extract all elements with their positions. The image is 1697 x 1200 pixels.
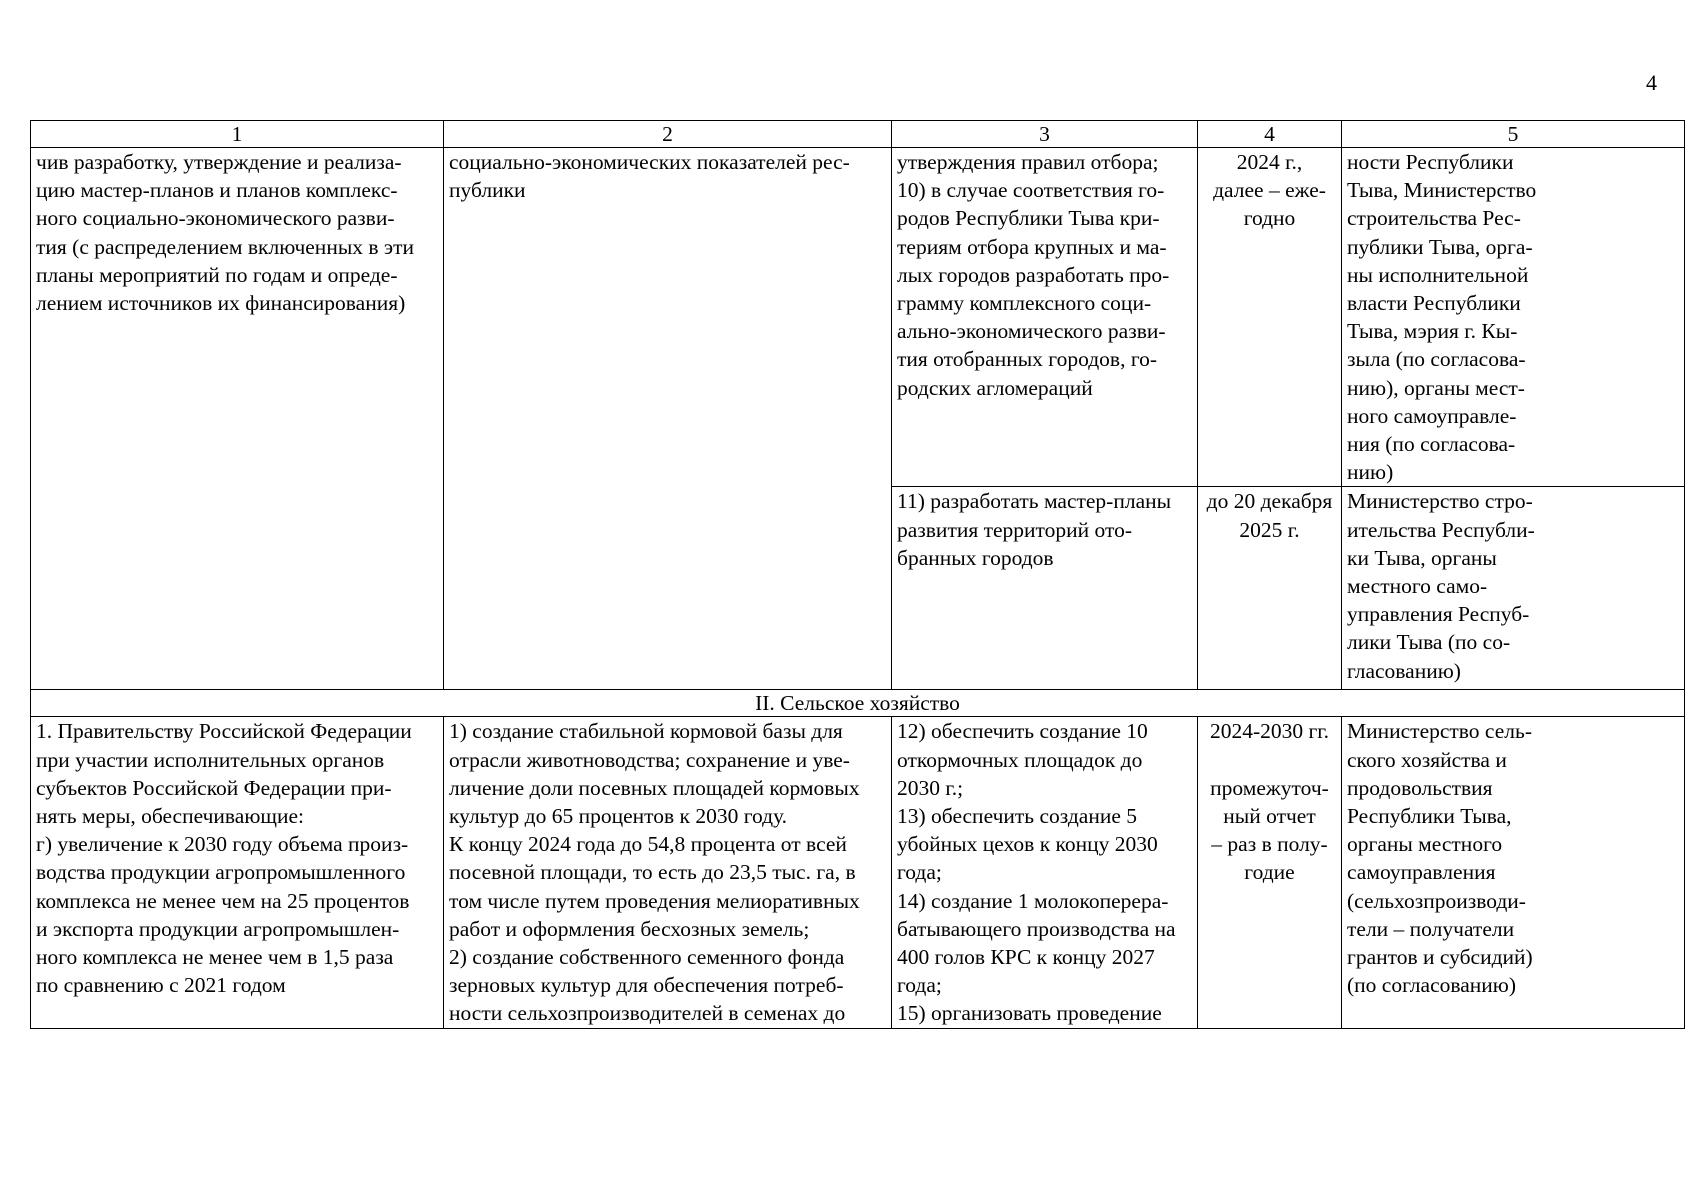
row2-action-text: 11) разработать мастер-планы развития территорий ото- бранных городов [897,489,1172,570]
row3-responsible-cell [1342,717,1685,1028]
column-header-5: 5 [1342,121,1685,148]
row2-responsible-text: Министерство стро- ительства Республи- ки Тыва, органы местного само- управления Респуб- лики Тыва (по со- гласованию) [1347,489,1535,683]
row1-responsible-cell [1342,148,1685,487]
row3-measure-cell [31,717,444,1028]
table-row [31,717,1685,1028]
row3-action-text: 12) обеспечить создание 10 откормочных площадок до 2030 г.; 13) обеспечить создание 5 убойных цехов к концу 2030 года; 14) создание 1 молокоперера- батывающего производства на 400 голов КРС к концу 2027 года; 15) организовать проведение [897,719,1176,1026]
column-header-2: 2 [444,121,892,148]
column-header-1: 1 [31,121,444,148]
row2-responsible-cell [1342,487,1685,690]
row3-responsible-text: Министерство сель- ского хозяйства и продовольствия Республики Тыва, органы местного самоуправления (сельхозпроизводи- тели – получатели грантов и субсидий) (по согласованию) [1347,719,1533,998]
column-header-4: 4 [1198,121,1342,148]
row1-action-text: утверждения правил отбора; 10) в случае соответствия го- родов Республики Тыва кри- териям отбора крупных и ма- лых городов разработать про- грамму комплексного соци- ально-экономического разви- тия отобранных городов, го- родских агломераций [897,150,1170,400]
row3-deadline-text: 2024-2030 гг. промежуточ- ный отчет – раз в полу- годие [1209,719,1330,885]
document-table [30,120,1685,1029]
page-number: 4 [1646,70,1657,95]
section-title: II. Сельское хозяйство [31,690,1685,717]
row1-measure-cell [31,148,444,690]
row3-action-cell [892,717,1198,1028]
row1-responsible-text: ности Республики Тыва, Министерство строительства Рес- публики Тыва, орга- ны исполнительной власти Республики Тыва, мэрия г. Кы- зыла (по согласова- нию), органы мест- ного самоуправле- ния (по согласова- нию) [1347,150,1537,485]
row3-measure-text: 1. Правительству Российской Федерации при участии исполнительных органов субъектов Российской Федерации при- нять меры, обеспечивающие: г) увеличение к 2030 году объема произ- водства продукции агропромышленного комплекса не менее чем на 25 процентов и экспорта продукции агропромышлен- ного комплекса не менее чем в 1,5 раза по сравнению с 2021 годом [36,719,412,998]
row3-indicator-text: 1) создание стабильной кормовой базы для отрасли животноводства; сохранение и уве- личение доли посевных площадей кормовых культур до 65 процентов к 2030 году. К концу 2024 года до 54,8 процента от всей посевной площади, то есть до 23,5 тыс. га, в том числе путем проведения мелиоративных работ и оформления бесхозных земель; 2) создание собственного семенного фонда зерновых культур для обеспечения потреб- ности сельхозпроизводителей в семенах до [449,719,860,1026]
row2-action-cell [892,487,1198,690]
column-header-3: 3 [892,121,1198,148]
row3-indicator-cell [444,717,892,1028]
row1-indicator-cell [444,148,892,690]
row1-deadline-text: 2024 г., далее – еже- годно [1213,150,1326,231]
section-row [31,690,1685,717]
row1-action-cell [892,148,1198,487]
row3-deadline-cell [1198,717,1342,1028]
table-row [31,148,1685,487]
row2-deadline-cell [1198,487,1342,690]
row1-indicator-text: социально-экономических показателей рес- публики [449,150,850,203]
row2-deadline-text: до 20 декабря 2025 г. [1206,489,1333,542]
row1-measure-text: чив разработку, утверждение и реализа- цию мастер-планов и планов комплекс- ного социально-экономического разви- тия (с распределением включенных в эти планы мероприятий по годам и опреде- лением источников их финансирования) [36,150,415,316]
table-header-row [31,121,1685,148]
row1-deadline-cell [1198,148,1342,487]
